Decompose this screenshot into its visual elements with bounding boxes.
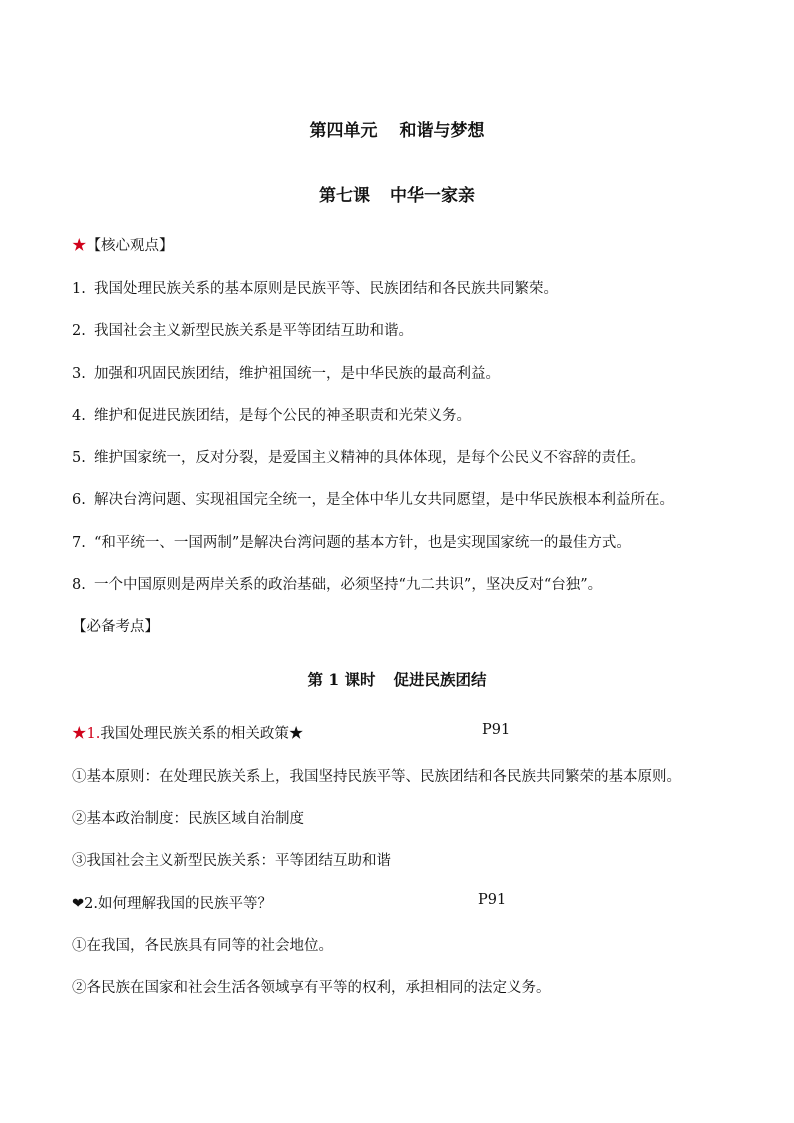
question-2 bbox=[72, 892, 272, 913]
sub-lesson-name: 促进民族团结 bbox=[393, 670, 487, 689]
unit-name: 和谐与梦想 bbox=[399, 121, 485, 141]
core-point-text: 维护国家统一，反对分裂，是爱国主义精神的具体体现，是每个公民义不容辞的责任。 bbox=[94, 450, 645, 466]
lesson-title bbox=[0, 181, 794, 206]
core-point-6 bbox=[72, 488, 674, 509]
core-point-text: “和平统一、一国两制”是解决台湾问题的基本方针，也是实现国家统一的最佳方式。 bbox=[94, 535, 631, 551]
sub-lesson-title bbox=[0, 668, 794, 690]
core-point-number: 5. bbox=[72, 450, 86, 466]
core-point-7 bbox=[72, 531, 631, 552]
core-point-text: 我国社会主义新型民族关系是平等团结互助和谐。 bbox=[94, 323, 413, 339]
core-point-8 bbox=[72, 573, 602, 594]
core-point-number: 8. bbox=[72, 577, 86, 593]
core-point-4 bbox=[72, 404, 471, 425]
core-header-text: 【核心观点】 bbox=[86, 238, 174, 254]
q2-item-1: ①在我国，各民族具有同等的社会地位。 bbox=[72, 938, 333, 954]
core-point-number: 6. bbox=[72, 492, 86, 508]
heart-icon: ❤2. bbox=[72, 896, 98, 912]
question-text: 我国处理民族关系的相关政策★ bbox=[100, 726, 304, 742]
q1-item-2: ②基本政治制度：民族区域自治制度 bbox=[72, 811, 304, 827]
sub-lesson-label: 第 1 课时 bbox=[307, 670, 376, 689]
core-point-1 bbox=[72, 277, 558, 298]
core-point-text: 加强和巩固民族团结，维护祖国统一，是中华民族的最高利益。 bbox=[94, 366, 500, 382]
core-point-number: 7. bbox=[72, 535, 86, 551]
core-point-5 bbox=[72, 446, 645, 467]
q2-item-2: ②各民族在国家和社会生活各领域享有平等的权利，承担相同的法定义务。 bbox=[72, 980, 551, 996]
q1-item-1: ①基本原则：在处理民族关系上，我国坚持民族平等、民族团结和各民族共同繁荣的基本原则。 bbox=[72, 769, 681, 785]
page-ref: P91 bbox=[482, 722, 511, 738]
core-point-number: 1. bbox=[72, 281, 86, 297]
core-point-2 bbox=[72, 319, 413, 340]
page-ref: P91 bbox=[478, 892, 507, 908]
lesson-label: 第七课 bbox=[319, 186, 370, 206]
unit-title bbox=[0, 116, 794, 141]
q1-item-3: ③我国社会主义新型民族关系：平等团结互助和谐 bbox=[72, 853, 391, 869]
lesson-name: 中华一家亲 bbox=[390, 186, 475, 206]
question-1 bbox=[72, 722, 303, 743]
required-header: 【必备考点】 bbox=[72, 619, 159, 635]
core-point-number: 4. bbox=[72, 408, 86, 424]
question-text: 如何理解我国的民族平等？ bbox=[97, 896, 272, 912]
core-point-text: 我国处理民族关系的基本原则是民族平等、民族团结和各民族共同繁荣。 bbox=[94, 281, 558, 297]
core-point-number: 3. bbox=[72, 366, 86, 382]
unit-label: 第四单元 bbox=[309, 121, 378, 141]
core-point-number: 2. bbox=[72, 323, 86, 339]
core-point-3 bbox=[72, 362, 500, 383]
star-icon: ★1. bbox=[72, 726, 101, 742]
core-point-text: 解决台湾问题、实现祖国完全统一，是全体中华儿女共同愿望，是中华民族根本利益所在。 bbox=[94, 492, 674, 508]
star-icon: ★ bbox=[72, 238, 87, 254]
core-point-text: 维护和促进民族团结，是每个公民的神圣职责和光荣义务。 bbox=[94, 408, 471, 424]
core-header bbox=[72, 234, 174, 255]
core-point-text: 一个中国原则是两岸关系的政治基础，必须坚持“九二共识”，坚决反对“台独”。 bbox=[94, 577, 603, 593]
